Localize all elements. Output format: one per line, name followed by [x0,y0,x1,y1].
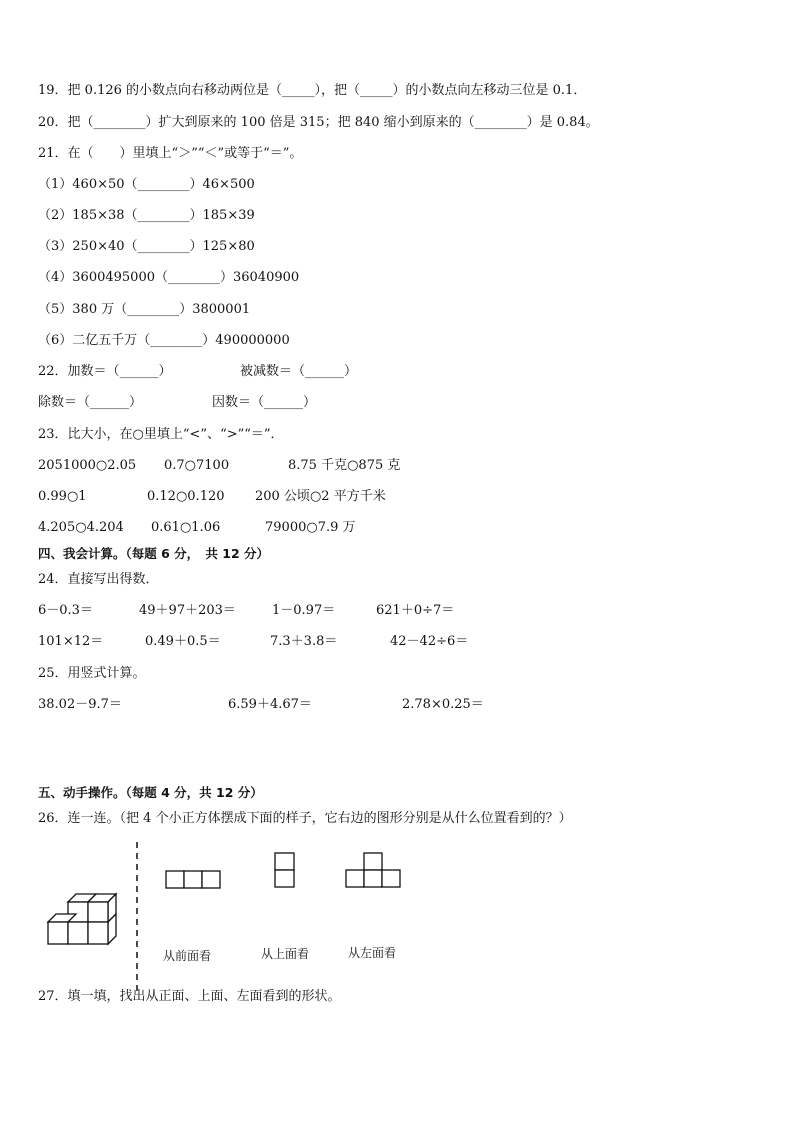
dashed-divider [134,842,140,992]
compare-item: 0.99○1 [38,489,87,504]
view-shape-three-in-row [165,870,223,890]
question-21-item: （2）185×38（________）185×39 [38,208,255,223]
view-shape-vertical-two [274,852,296,890]
vertical-calc-item: 2.78×0.25＝ [402,697,484,712]
compare-item: 0.7○7100 [164,458,230,473]
view-label-left: 从左面看 [348,946,397,960]
arithmetic-item: 621＋0÷7＝ [376,603,455,618]
question-22-factor: 因数＝（______） [212,395,317,410]
question-21-item: （3）250×40（________）125×80 [38,239,255,254]
question-21-item: （5）380 万（________）3800001 [38,302,251,317]
compare-item: 8.75 千克○875 克 [288,458,401,473]
question-22-minuend: 被减数＝（______） [240,364,358,379]
question-21-item: （1）460×50（________）46×500 [38,177,255,192]
question-23-stem: 23．比大小，在○里填上“<”、“>”“＝”． [38,427,284,442]
arithmetic-item: 42－42÷6＝ [390,634,469,649]
question-21-stem: 21．在（ ）里填上“＞”“＜”或等于“＝”。 [38,146,303,161]
compare-item: 200 公顷○2 平方千米 [255,489,386,504]
question-22-divisor: 除数＝（______） [38,395,143,410]
arithmetic-item: 1－0.97＝ [272,603,336,618]
question-26-stem: 26．连一连。（把 4 个小正方体摆成下面的样子，它右边的图形分别是从什么位置看到的？） [38,811,572,826]
vertical-calc-item: 38.02－9.7＝ [38,697,122,712]
compare-item: 4.205○4.204 [38,520,124,535]
compare-item: 0.12○0.120 [147,489,225,504]
compare-item: 79000○7.9 万 [265,520,356,535]
question-21-item: （4）3600495000（________）36040900 [38,270,300,285]
arithmetic-item: 101×12＝ [38,634,104,649]
vertical-calc-item: 6.59＋4.67＝ [228,697,312,712]
compare-item: 0.61○1.06 [151,520,221,535]
question-20: 20．把（________）扩大到原来的 100 倍是 315；把 840 缩小到原来的（________）是 0.84。 [38,115,599,130]
section-4-heading: 四、我会计算。（每题 6 分， 共 12 分） [38,546,270,561]
compare-item: 2051000○2.05 [38,458,137,473]
cube-stack-figure [40,880,130,950]
question-25-stem: 25．用竖式计算。 [38,666,146,681]
question-27: 27．填一填，找出从正面、上面、左面看到的形状。 [38,989,341,1004]
view-label-top: 从上面看 [261,947,310,961]
question-19: 19．把 0.126 的小数点向右移动两位是（_____），把（_____）的小数点向左移动三位是 0.1． [38,83,587,98]
question-21-item: （6）二亿五千万（________）490000000 [38,333,290,348]
question-22-addend: 22．加数＝（______） [38,364,172,379]
question-24-stem: 24．直接写出得数． [38,572,159,587]
arithmetic-item: 49＋97＋203＝ [139,603,236,618]
view-shape-t-shape [345,852,403,890]
arithmetic-item: 0.49＋0.5＝ [145,634,221,649]
section-5-heading: 五、动手操作。（每题 4 分，共 12 分） [38,785,263,800]
arithmetic-item: 7.3＋3.8＝ [270,634,338,649]
view-label-front: 从前面看 [163,949,212,963]
arithmetic-item: 6－0.3＝ [38,603,93,618]
